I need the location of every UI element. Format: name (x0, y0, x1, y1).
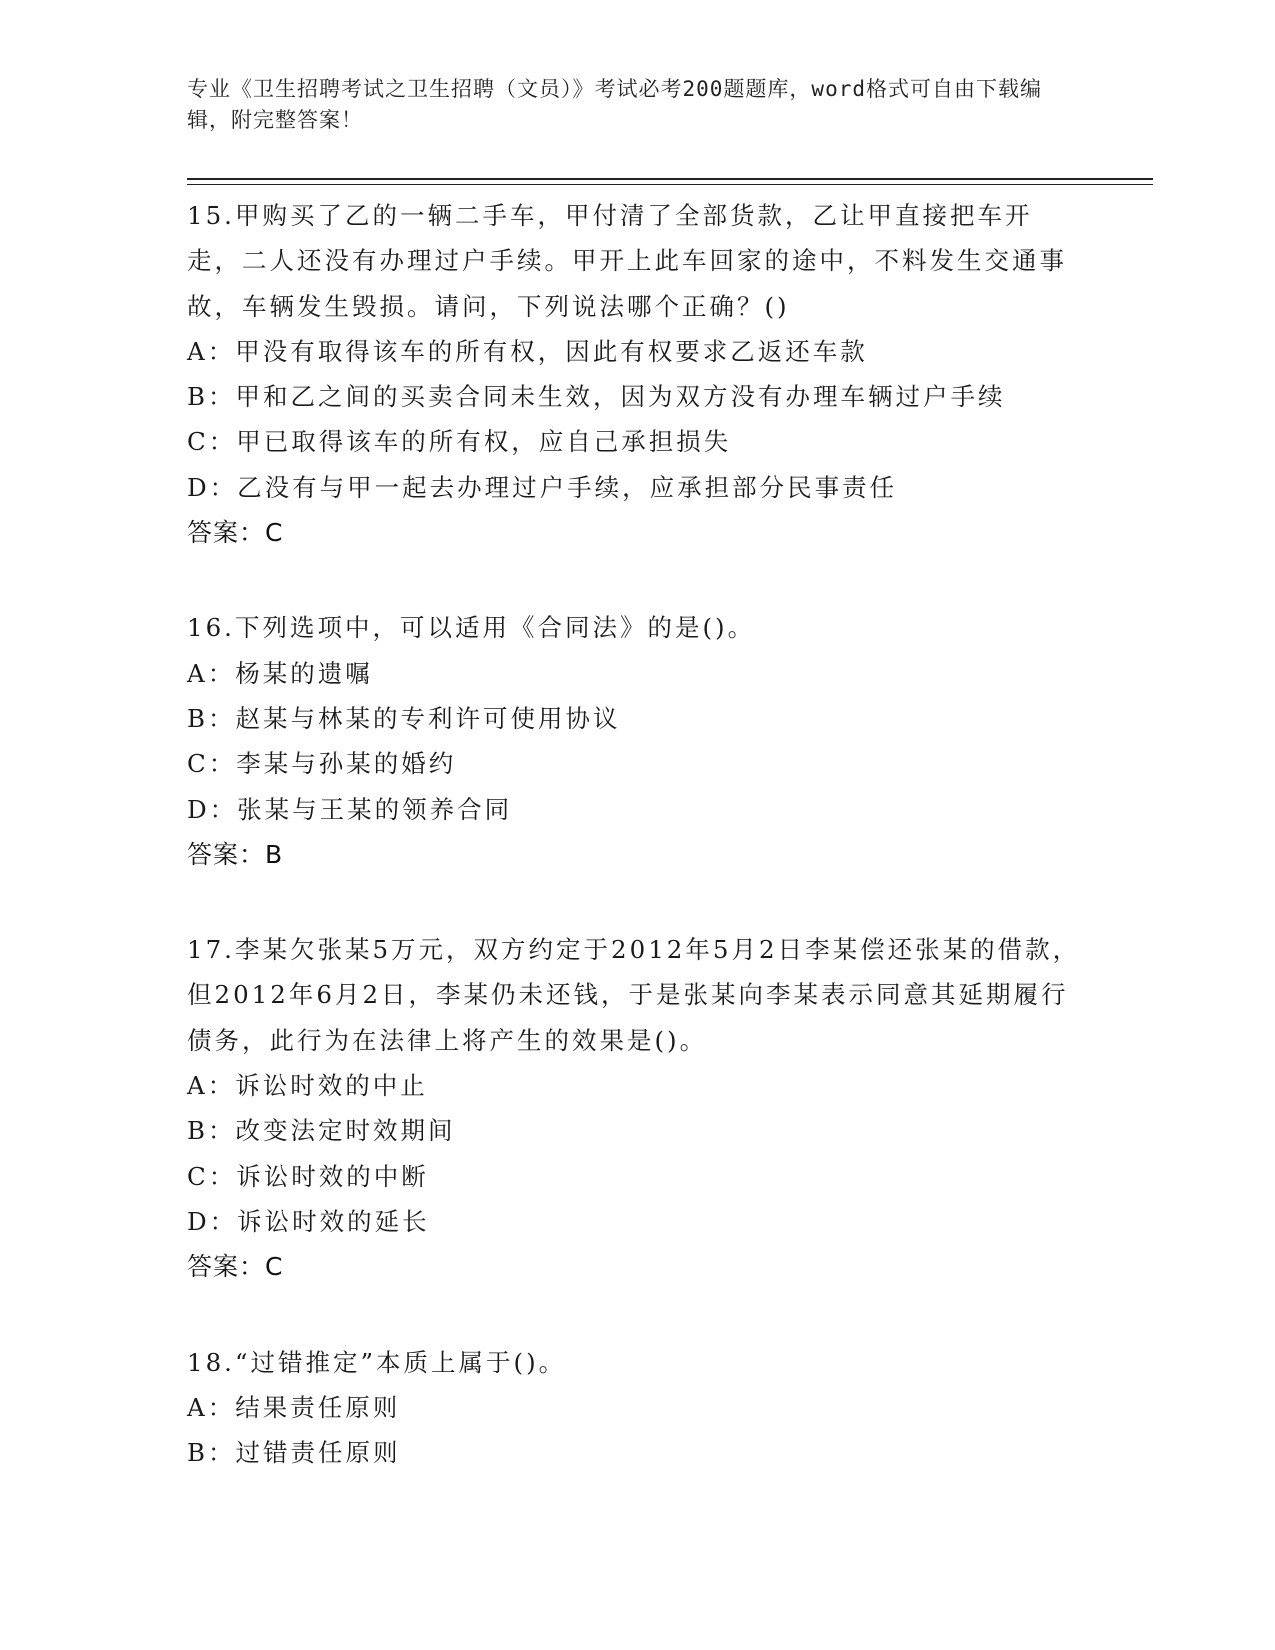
option-a: A：杨某的遗嘱 (187, 658, 373, 688)
option-a: A：诉讼时效的中止 (187, 1071, 428, 1101)
header-divider-thick (187, 178, 1153, 180)
question-stem: 18.“过错推定”本质上属于()。 (187, 1347, 567, 1377)
question-18 (187, 1340, 1087, 1476)
option-c: C：李某与孙某的婚约 (187, 749, 457, 779)
option-d: D：乙没有与甲一起去办理过户手续，应承担部分民事责任 (187, 472, 898, 502)
question-stem: 17.李某欠张某5万元，双方约定于2012年5月2日李某偿还张某的借款，但2012年6月2日，李某仍未还钱，于是张某向李某表示同意其延期履行债务，此行为在法律上将产生的效果是()。 (187, 935, 1081, 1055)
option-b: B：改变法定时效期间 (187, 1116, 456, 1146)
option-a: A：甲没有取得该车的所有权，因此有权要求乙返还车款 (187, 336, 868, 366)
option-b: B：赵某与林某的专利许可使用协议 (187, 703, 621, 733)
document-header: 专业《卫生招聘考试之卫生招聘（文员）》考试必考200题题库，word格式可自由下载编辑，附完整答案！ (187, 77, 1042, 132)
answer: 答案：C (187, 518, 284, 548)
option-d: D：诉讼时效的延长 (187, 1206, 430, 1236)
question-16 (187, 605, 1087, 877)
option-c: C：诉讼时效的中断 (187, 1161, 429, 1191)
question-stem: 16.下列选项中，可以适用《合同法》的是()。 (187, 613, 756, 643)
answer: 答案：B (187, 839, 284, 869)
option-d: D：张某与王某的领养合同 (187, 794, 513, 824)
option-b: B：甲和乙之间的买卖合同未生效，因为双方没有办理车辆过户手续 (187, 382, 1006, 412)
option-a: A：结果责任原则 (187, 1392, 401, 1422)
answer: 答案：C (187, 1252, 284, 1282)
header-divider-thin (187, 184, 1153, 185)
option-b: B：过错责任原则 (187, 1438, 401, 1468)
question-list (187, 193, 1087, 1525)
question-17 (187, 927, 1087, 1289)
question-stem: 15.甲购买了乙的一辆二手车，甲付清了全部货款，乙让甲直接把车开走，二人还没有办理过户手续。甲开上此车回家的途中，不料发生交通事故，车辆发生毁损。请问，下列说法哪个正确？() (187, 201, 1067, 321)
option-c: C：甲已取得该车的所有权，应自己承担损失 (187, 427, 732, 457)
question-15 (187, 193, 1087, 555)
